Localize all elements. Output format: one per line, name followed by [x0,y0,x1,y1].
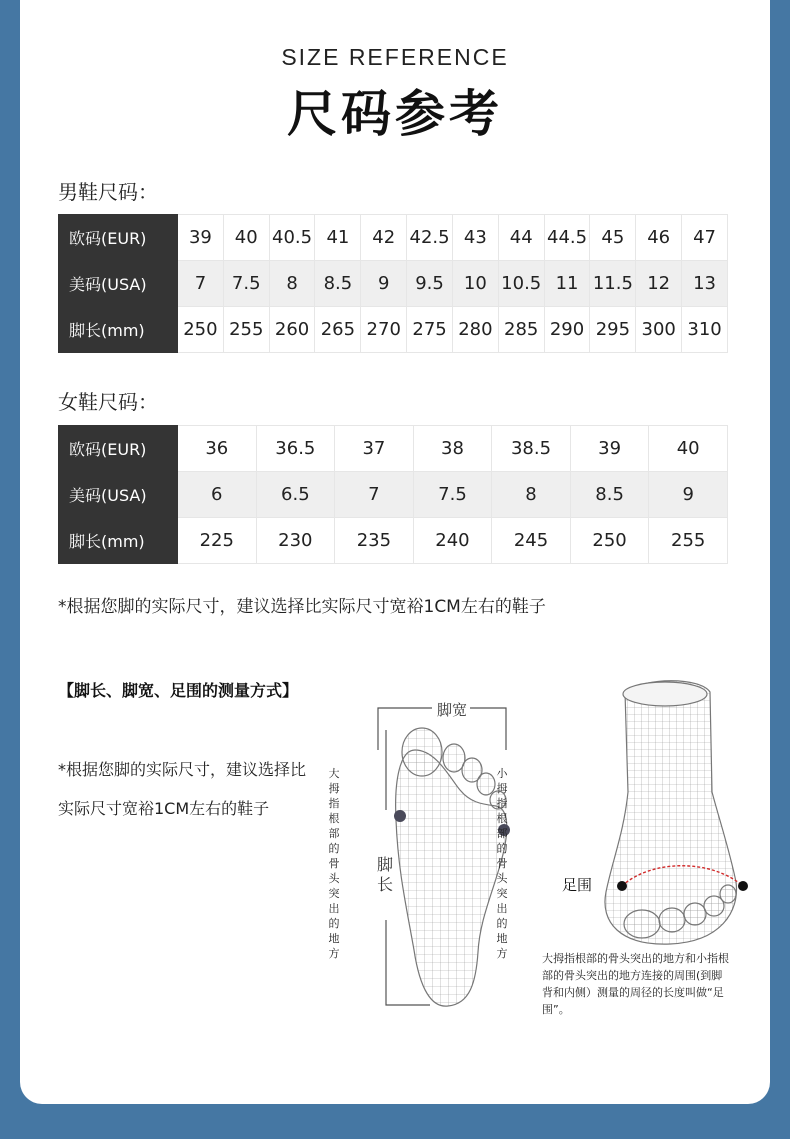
table-cell: 295 [590,307,636,353]
table-cell: 46 [636,215,682,261]
women-size-label: 女鞋尺码： [58,390,158,414]
row-header: 脚长(mm) [59,518,178,564]
table-cell: 9.5 [407,261,453,307]
table-cell: 38.5 [492,426,571,472]
table-cell: 265 [315,307,361,353]
table-cell: 40 [223,215,269,261]
table-cell: 235 [335,518,414,564]
table-cell: 42 [361,215,407,261]
men-size-table [58,214,728,353]
table-cell: 255 [649,518,728,564]
table-cell: 11 [544,261,590,307]
row-header: 欧码(EUR) [59,215,178,261]
table-cell: 42.5 [407,215,453,261]
girth-caption: 大拇指根部的骨头突出的地方和小指根部的骨头突出的地方连接的周围(到脚背和内侧）测量的周径的长度叫做“足围”。 [542,952,729,1016]
table-cell: 38 [413,426,492,472]
men-size-label: 男鞋尺码： [58,180,158,204]
table-cell: 41 [315,215,361,261]
measurement-title: 【脚长、脚宽、足围的测量方式】 [58,681,299,700]
table-cell: 245 [492,518,571,564]
table-cell: 40 [649,426,728,472]
table-cell: 9 [361,261,407,307]
table-cell: 7.5 [413,472,492,518]
measurement-note: *根据您脚的实际尺寸，建议选择比实际尺寸宽裕1CM左右的鞋子 [58,760,307,818]
table-cell: 36.5 [256,426,335,472]
table-cell: 285 [498,307,544,353]
table-cell: 39 [570,426,649,472]
table-cell: 7.5 [223,261,269,307]
table-cell: 37 [335,426,414,472]
table-cell: 7 [178,261,224,307]
girth-label: 足围 [562,876,593,894]
page-title-zh: 尺码参考 [287,85,503,143]
table-cell: 250 [570,518,649,564]
width-label: 脚宽 [434,699,470,720]
table-cell: 9 [649,472,728,518]
table-cell: 6 [178,472,257,518]
table-cell: 10 [452,261,498,307]
table-cell: 270 [361,307,407,353]
row-header: 欧码(EUR) [59,426,178,472]
table-row [59,518,728,564]
table-cell: 230 [256,518,335,564]
table-cell: 44 [498,215,544,261]
table-cell: 8.5 [315,261,361,307]
table-cell: 280 [452,307,498,353]
table-row [59,472,728,518]
table-cell: 275 [407,307,453,353]
table-row [59,215,728,261]
girth-left-marker [617,881,627,891]
table-cell: 225 [178,518,257,564]
table-cell: 12 [636,261,682,307]
table-cell: 310 [682,307,728,353]
girth-right-marker [738,881,748,891]
left-point-label: 大拇指根部的骨头突出的地方 [328,767,340,960]
table-cell: 44.5 [544,215,590,261]
foot-front-illustration [550,672,750,952]
table-cell: 250 [178,307,224,353]
table-cell: 8 [269,261,315,307]
table-row [59,307,728,353]
table-cell: 7 [335,472,414,518]
table-row [59,426,728,472]
table-cell: 8 [492,472,571,518]
row-header: 脚长(mm) [59,307,178,353]
right-point-label: 小拇指根部的骨头突出的地方 [496,767,508,960]
table-cell: 240 [413,518,492,564]
row-header: 美码(USA) [59,472,178,518]
table-cell: 47 [682,215,728,261]
table-cell: 39 [178,215,224,261]
fit-note: *根据您脚的实际尺寸，建议选择比实际尺寸宽裕1CM左右的鞋子 [58,597,546,617]
table-cell: 290 [544,307,590,353]
content-card [20,0,770,1104]
table-cell: 40.5 [269,215,315,261]
table-cell: 13 [682,261,728,307]
row-header: 美码(USA) [59,261,178,307]
table-cell: 11.5 [590,261,636,307]
table-cell: 6.5 [256,472,335,518]
length-label: 脚长 [376,855,393,894]
table-cell: 10.5 [498,261,544,307]
table-row [59,261,728,307]
table-cell: 45 [590,215,636,261]
women-size-table [58,425,728,564]
table-cell: 260 [269,307,315,353]
table-cell: 8.5 [570,472,649,518]
table-cell: 255 [223,307,269,353]
table-cell: 43 [452,215,498,261]
big-toe-joint-marker [394,810,406,822]
page-title-en: SIZE REFERENCE [281,44,509,70]
table-cell: 300 [636,307,682,353]
table-cell: 36 [178,426,257,472]
